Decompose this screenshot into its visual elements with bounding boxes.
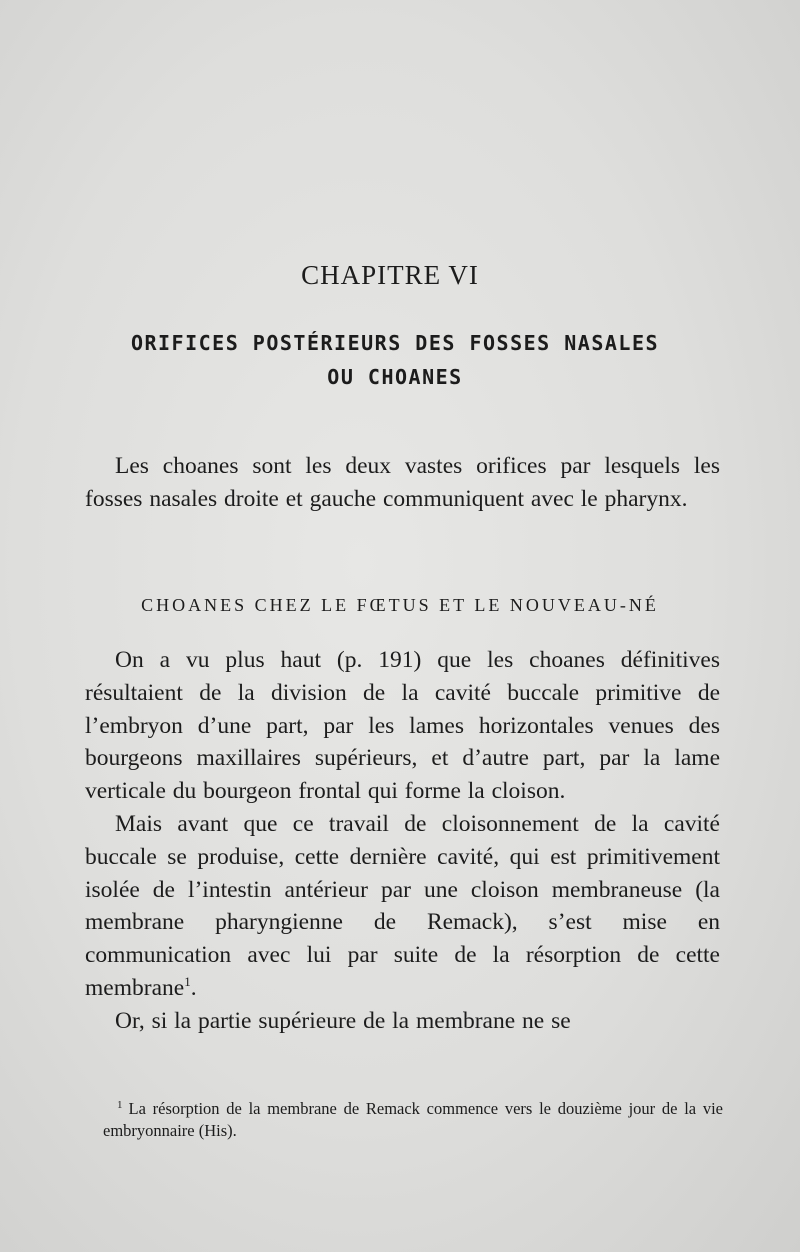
paragraph-2-end: .: [190, 974, 197, 1001]
footnote-paragraph: [103, 1098, 723, 1142]
footnote-text: La résorption de la membrane de Remack commence vers le douzième jour de la vie embryonnaire (His).: [103, 1099, 723, 1140]
intro-block: [85, 450, 720, 516]
intro-paragraph: Les choanes sont les deux vastes orifices par lesquels les fosses nasales droite et gauche communiquent avec le pharynx.: [85, 453, 720, 512]
paragraph-2: [85, 808, 720, 1005]
footnote-reference: 1: [184, 973, 191, 989]
paragraph-2-text: Mais avant que ce travail de cloisonnement de la cavité buccale se produise, cette dernière cavité, qui est primitivement isolée de l’intestin antérieur par une cloison membraneuse (la membrane pharyngienne de Remack), s’est mise en communication avec lui par suite de la résorption de cette membrane: [85, 810, 720, 1001]
footnote-mark: 1: [117, 1099, 123, 1111]
footnote: [103, 1098, 723, 1142]
chapter-title: [80, 326, 710, 394]
chapter-number: CHAPITRE VI: [301, 260, 479, 290]
chapter-title-line-1: ORIFICES POSTÉRIEURS DES FOSSES NASALES: [130, 331, 660, 355]
section-heading: CHOANES CHEZ LE FŒTUS ET LE NOUVEAU-NÉ: [141, 595, 659, 615]
paragraph-3: Or, si la partie supérieure de la membrane ne se: [115, 1007, 571, 1034]
chapter-title-line-2: OU CHOANES: [327, 365, 463, 389]
paragraph-1: On a vu plus haut (p. 191) que les choanes définitives résultaient de la division de la cavité buccale primitive de l’embryon d’une part, par les lames horizontales venues des bourgeons maxillaires supérieurs, et d’autre part, par la lame verticale du bourgeon frontal qui forme la cloison.: [85, 647, 720, 805]
main-text: [85, 644, 720, 1038]
